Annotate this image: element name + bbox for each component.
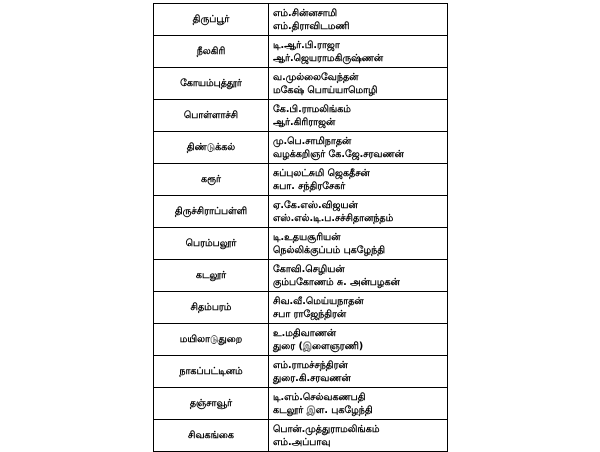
constituency-name: பெரம்பலூர் <box>154 228 269 260</box>
candidate-name: வ.முல்லைவேந்தன் <box>273 71 359 83</box>
table-row <box>154 68 448 100</box>
candidate-name: வழக்கறிஞர் கே.ஜே.சரவணன் <box>273 148 404 160</box>
table-row <box>154 196 448 228</box>
candidate-name: துரை (இளைஞரணி) <box>273 340 364 352</box>
table-row <box>154 36 448 68</box>
candidate-name: துரை.கி.சரவணன் <box>273 372 351 384</box>
candidate-names-cell <box>269 4 448 36</box>
candidate-name: பொன்.முத்துராமலிங்கம் <box>273 423 380 435</box>
table-row <box>154 324 448 356</box>
candidate-names-cell <box>269 196 448 228</box>
constituency-name: கரூர் <box>154 164 269 196</box>
constituency-name: சிவகங்கை <box>154 420 269 452</box>
candidate-name: எம்.திராவிடமணி <box>273 20 350 32</box>
constituency-name: தஞ்சாவூர் <box>154 388 269 420</box>
table-body <box>154 4 448 452</box>
candidate-names-cell <box>269 36 448 68</box>
table-row <box>154 164 448 196</box>
constituency-name: சிதம்பரம் <box>154 292 269 324</box>
candidate-name: சபா ராஜேந்திரன் <box>273 308 347 320</box>
constituency-name: மயிலாடுதுறை <box>154 324 269 356</box>
table-row <box>154 100 448 132</box>
candidate-name: சிவ.வீ.மெய்யநாதன் <box>273 295 364 307</box>
constituency-name: திருச்சிராப்பள்ளி <box>154 196 269 228</box>
candidate-names-cell <box>269 420 448 452</box>
constituency-name: கோயம்புத்தூர் <box>154 68 269 100</box>
table-row <box>154 388 448 420</box>
table-row <box>154 228 448 260</box>
candidate-name: கே.பி.ராமலிங்கம் <box>273 103 351 115</box>
candidate-name: மு.பெ.சாமிநாதன் <box>273 135 352 147</box>
candidate-name: சுப்புலட்சுமி ஜெகதீசன் <box>273 167 370 179</box>
candidate-names-cell <box>269 228 448 260</box>
table-row <box>154 132 448 164</box>
candidate-names-cell <box>269 324 448 356</box>
candidate-names-cell <box>269 68 448 100</box>
candidate-names-cell <box>269 388 448 420</box>
candidate-name: கடலூர் இள. புகழேந்தி <box>273 404 373 416</box>
table-row <box>154 260 448 292</box>
candidate-name: ஆர்.ஜெயராமகிருஷ்ணன் <box>273 52 384 64</box>
constituency-name: நாகப்பட்டினம் <box>154 356 269 388</box>
candidate-names-cell <box>269 356 448 388</box>
candidate-name: உ.மதிவாணன் <box>273 327 337 339</box>
candidate-names-cell <box>269 292 448 324</box>
table-row <box>154 356 448 388</box>
table-row <box>154 420 448 452</box>
constituency-name: நீலகிரி <box>154 36 269 68</box>
candidate-name: நெல்லிக்குப்பம் புகழேந்தி <box>273 244 386 256</box>
candidate-names-cell <box>269 100 448 132</box>
candidate-name: எம்.அப்பாவு <box>273 436 331 448</box>
candidate-name: ஏ.கே.எஸ்.விஜயன் <box>273 199 358 211</box>
candidate-name: எம்.ராமச்சந்திரன் <box>273 359 348 371</box>
candidate-name: ஆர்.கிரிராஜன் <box>273 116 336 128</box>
candidate-name: எம்.சின்னசாமி <box>273 7 338 19</box>
constituency-name: கடலூர் <box>154 260 269 292</box>
candidate-name: எஸ்.எல்.டி.ப.சச்சிதானந்தம் <box>273 212 394 224</box>
candidate-name: கோவி.செழியன் <box>273 263 345 275</box>
candidate-name: டி.உதயசூரியன் <box>273 231 341 243</box>
candidate-name: டி.ஆர்.பி.ராஜா <box>273 39 340 51</box>
candidate-name: டி.எம்.செல்வகணபதி <box>273 391 366 403</box>
constituency-name: பொள்ளாச்சி <box>154 100 269 132</box>
table-row <box>154 292 448 324</box>
table-row <box>154 4 448 36</box>
candidate-names-cell <box>269 164 448 196</box>
constituency-table <box>153 3 448 452</box>
candidate-names-cell <box>269 132 448 164</box>
constituency-name: திண்டுக்கல் <box>154 132 269 164</box>
candidate-name: சுபா. சந்திரசேகர் <box>273 180 346 192</box>
candidate-name: மகேஷ் பொய்யாமொழி <box>273 84 378 96</box>
candidate-names-cell <box>269 260 448 292</box>
candidate-name: கும்பகோணம் சு. அன்பழகன் <box>273 276 400 288</box>
constituency-name: திருப்பூர் <box>154 4 269 36</box>
